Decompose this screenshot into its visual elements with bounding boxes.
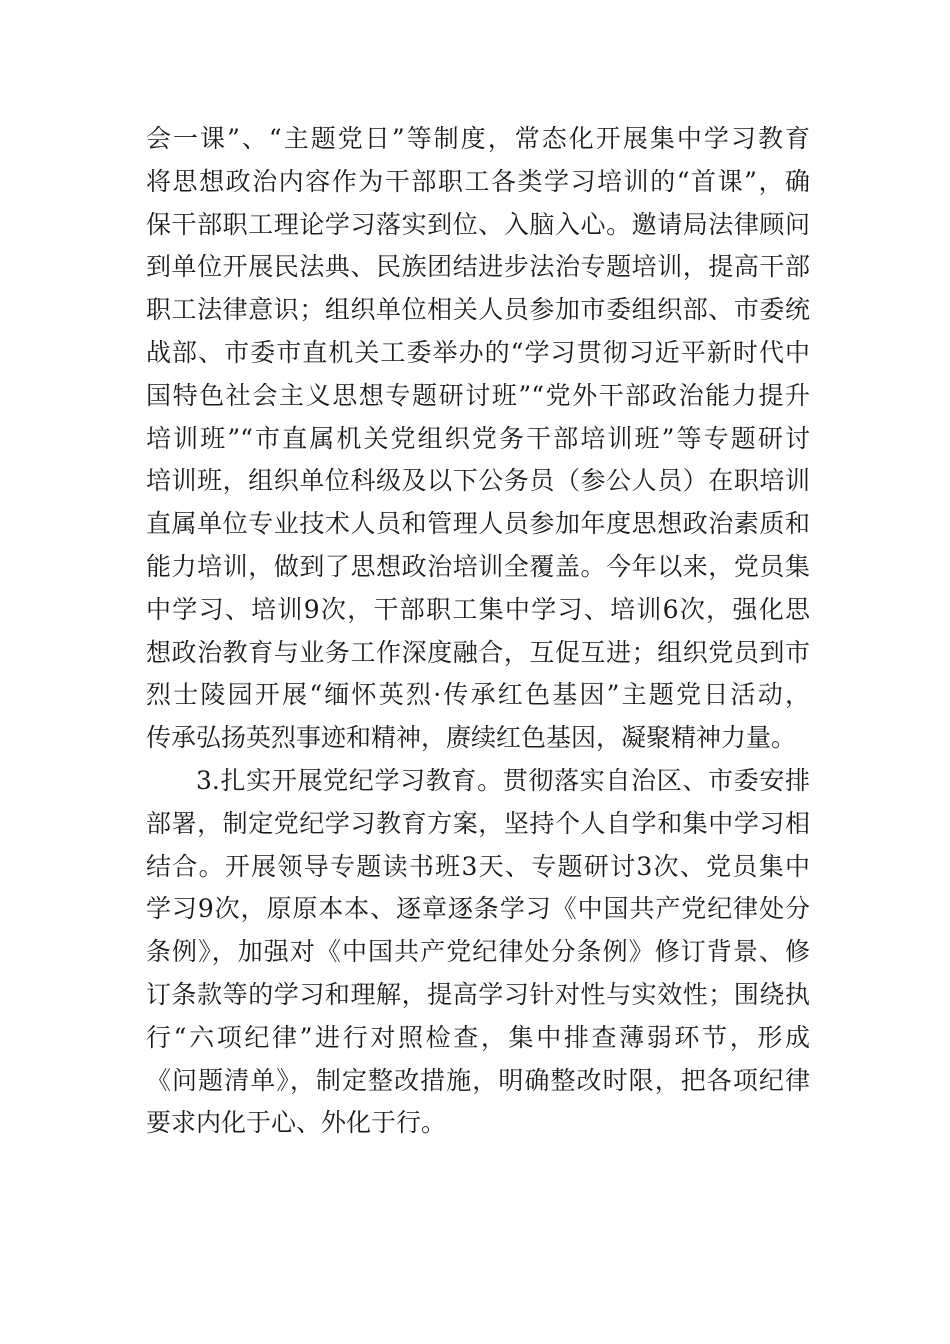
text-line: 结合。开展领导专题读书班3天、专题研讨3次、党员集中 bbox=[146, 851, 810, 881]
text-line: 条例》，加强对《中国共产党纪律处分条例》修订背景、修 bbox=[146, 937, 810, 967]
text-line: 中学习、培训9次，干部职工集中学习、培训6次，强化思 bbox=[146, 594, 810, 624]
text-line: 《问题清单》，制定整改措施，明确整改时限，把各项纪律 bbox=[146, 1065, 810, 1095]
text-line: 要求内化于心、外化于行。 bbox=[146, 1108, 447, 1138]
text-line: 培训班，组织单位科级及以下公务员（参公人员）在职培训 bbox=[146, 466, 810, 496]
text-line: 直属单位专业技术人员和管理人员参加年度思想政治素质和 bbox=[146, 509, 810, 539]
text-line: 到单位开展民法典、民族团结进步法治专题培训，提高干部 bbox=[146, 252, 810, 282]
text-line: 部署，制定党纪学习教育方案，坚持个人自学和集中学习相 bbox=[146, 808, 810, 838]
text-line: 想政治教育与业务工作深度融合，互促互进；组织党员到市 bbox=[146, 637, 810, 667]
text-line: 烈士陵园开展“缅怀英烈·传承红色基因”主题党日活动， bbox=[146, 680, 810, 710]
text-line: 将思想政治内容作为干部职工各类学习培训的“首课”，确 bbox=[146, 166, 810, 196]
text-line: 培训班”“市直属机关党组织党务干部培训班”等专题研讨 bbox=[146, 423, 810, 453]
text-line: 职工法律意识；组织单位相关人员参加市委组织部、市委统 bbox=[146, 295, 810, 325]
text-line: 保干部职工理论学习落实到位、入脑入心。邀请局法律顾问 bbox=[146, 209, 810, 239]
text-line: 订条款等的学习和理解，提高学习针对性与实效性；围绕执 bbox=[146, 979, 810, 1009]
body-text bbox=[146, 118, 810, 1145]
text-line: 能力培训，做到了思想政治培训全覆盖。今年以来，党员集 bbox=[146, 551, 810, 581]
text-line: 战部、市委市直机关工委举办的“学习贯彻习近平新时代中 bbox=[146, 337, 810, 367]
text-line: 行“六项纪律”进行对照检查，集中排查薄弱环节，形成 bbox=[146, 1022, 810, 1052]
text-line: 学习9次，原原本本、逐章逐条学习《中国共产党纪律处分 bbox=[146, 894, 810, 924]
text-line: 传承弘扬英烈事迹和精神，赓续红色基因，凝聚精神力量。 bbox=[146, 723, 797, 753]
text-line: 会一课”、“主题党日”等制度，常态化开展集中学习教育 bbox=[146, 124, 810, 153]
text-line: 国特色社会主义思想专题研讨班”“党外干部政治能力提升 bbox=[146, 380, 810, 410]
section-heading-line: 3.扎实开展党纪学习教育。贯彻落实自治区、市委安排 bbox=[196, 765, 810, 795]
